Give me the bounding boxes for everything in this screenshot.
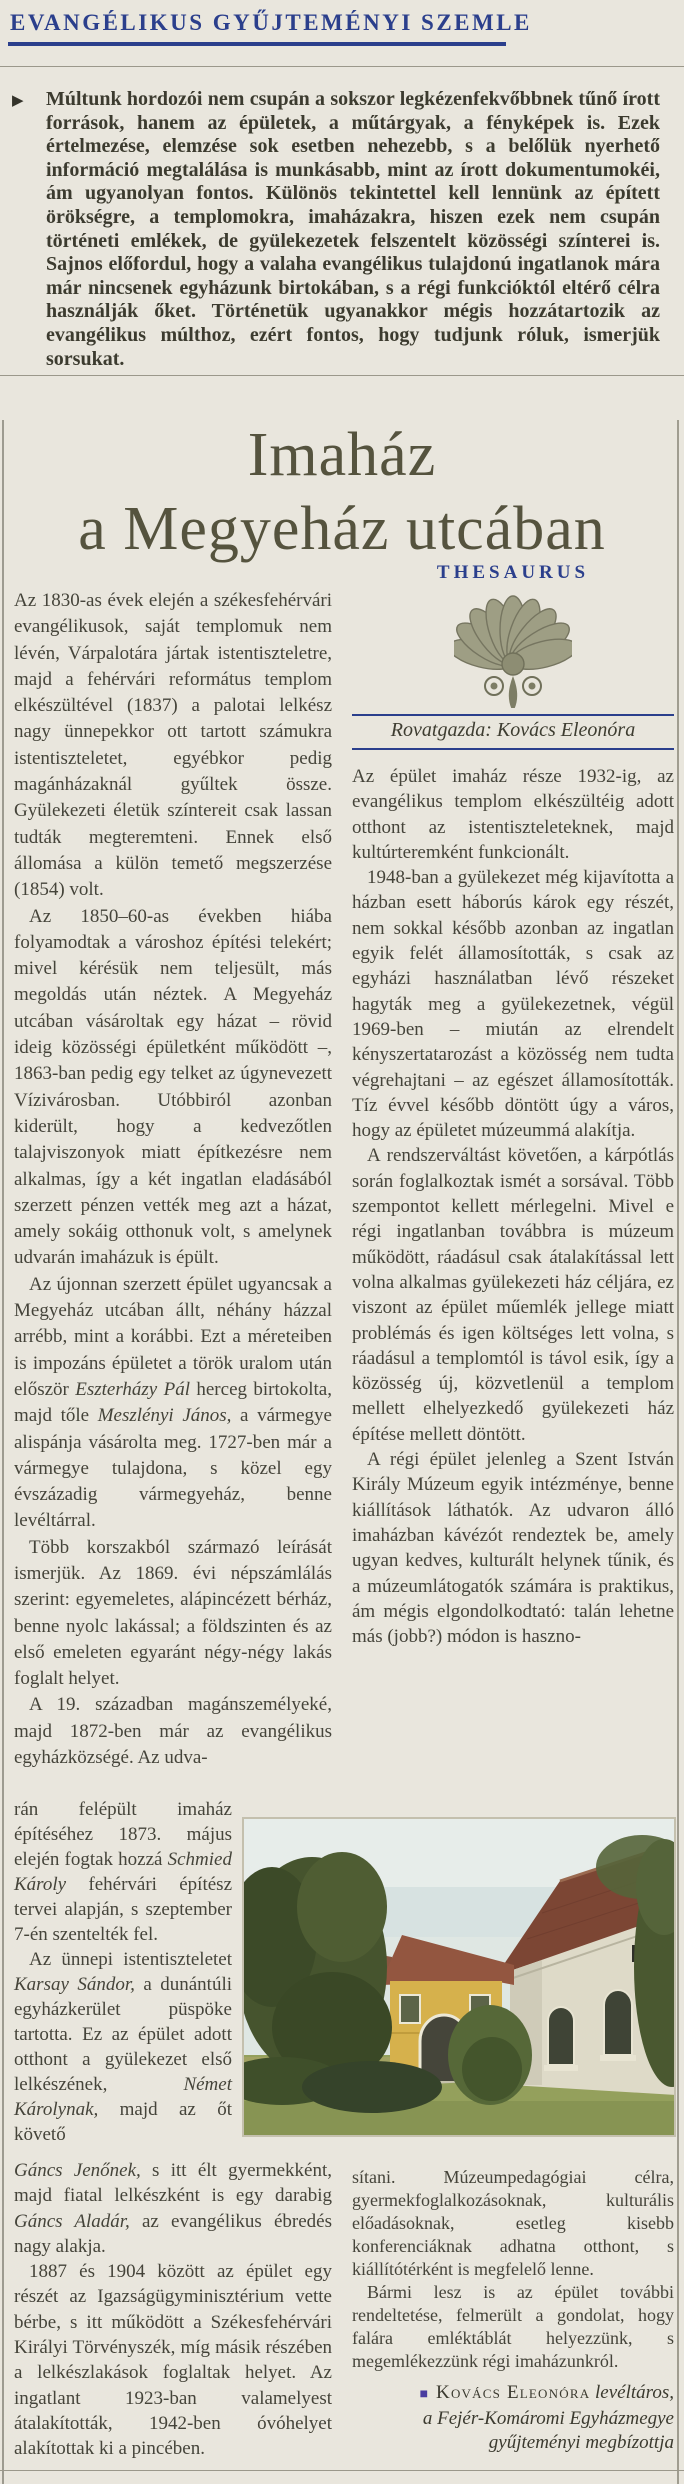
right-column-text-bottom (352, 2166, 674, 2373)
courtyard-photo-illustration (242, 1817, 676, 2137)
article-title-line2: a Megyeház utcában (78, 495, 606, 563)
thesaurus-heading: THESAURUS (436, 562, 590, 583)
thesaurus-rule-bottom (352, 748, 674, 750)
article-title (0, 418, 684, 566)
lead-text: Múltunk hordozói nem csupán a sokszor legkézenfekvőbbnek tűnő írott források, hanem az épületek, a műtárgyak, a fényképek is. Ezek értelmezése, elemzése sok esetben nehezebb, s a belőlük nyerhető információ megtalálása is munkásabb, mint az írott dokumentumokéi, ám ugyanolyan fontos. Különös tekintettel kell lennünk az épített örökségre, a templomokra, imaházakra, hiszen ezek nem csupán történeti emlékek, de gyülekezetek felszentelt közösségi színterei is. Sajnos előfordul, hogy a valaha evangélikus tulajdonú ingatlanok mára már nincsenek egyházunk birtokában, s a régi funkcióktól eltérő célra használják őket. Történetük ugyanakkor mégis hozzátartozik az evangélikus múlthoz, ezért fontos, hogy tudjunk róluk, ismerjük sorsukat. (46, 88, 660, 370)
masthead-underline (8, 42, 506, 46)
left-column-text-beside-photo (14, 1797, 232, 2147)
byline-author: Kovács Eleonóra (436, 2382, 591, 2403)
lead-paragraph (10, 88, 664, 371)
divider-rule-bottom (0, 2470, 684, 2471)
paragraph: Az ünnepi istentiszteletet Karsay Sándor, a dunántúli egyházkerület püspöke tartotta. Ez az épület adott otthont a gyülekezet első lelkészének, Német Károlynak, majd az őt követő (14, 1949, 232, 2145)
right-column-text-top (352, 764, 674, 1649)
section-masthead: EVANGÉLIKUS GYŰJTEMÉNYI SZEMLE (10, 10, 532, 35)
left-column-text-bottom (14, 2158, 332, 2462)
right-column-bottom (352, 2166, 674, 2455)
article-photo-courtyard (242, 1817, 676, 2137)
paragraph: rán felépült imaház építéséhez 1873. május elején fogtak hozzá Schmied Károly fehérvári építész tervei alapján, s szeptember 7-én szentelték fel. (14, 1799, 232, 1945)
page-edge-shadow-left (2, 420, 4, 2484)
divider-rule-above-title (0, 375, 684, 376)
square-bullet-icon: ■ (419, 2387, 429, 2402)
arrow-bullet-icon: ▶ (12, 93, 24, 109)
byline-organization-line1: a Fejér-Komáromi Egyházmegye (422, 2408, 674, 2429)
right-column-top (352, 560, 674, 1649)
divider-rule-top (0, 66, 684, 67)
paragraph: Bármi lesz is az épület további rendeltetése, felmerült a gondolat, hogy falára emléktáblát helyezzünk, s megemlékezzünk régi imaházunkról. (352, 2282, 674, 2371)
paragraph: Az 1830-as évek elején a székesfehérvári evangélikusok, saját templomuk nem lévén, Várpalotára jártak istentiszteletre, majd a fehérvári református templom elkészültével (1837) a palotai lelkész nagy ünnepekkor ott tartott számukra istentiszteletet, egyébkor pedig magánházaknál gyűltek össze. Gyülekezeti életük színtereit csak lassan tudták megteremteni. Ennek első állomása a külön temető megszerzése (1854) volt. (14, 590, 332, 901)
article-title-line1: Imaház (247, 421, 437, 489)
thesaurus-box (352, 562, 674, 750)
byline (352, 2381, 674, 2455)
column-editor-line: Rovatgazda: Kovács Eleonóra (390, 719, 636, 741)
paragraph: A 19. században magánszemélyeké, majd 1872-ben már az evangélikus egyházközségé. Az udva- (14, 1694, 332, 1769)
scallop-shell-ornament-icon (454, 590, 572, 708)
paragraph: Az épület imaház része 1932-ig, az evangélikus templom elkészültéig adott otthont az istentiszteleteknek, majd kultúrteremként funkcionált. (352, 766, 674, 863)
byline-role: levéltáros, (590, 2382, 674, 2403)
column-rule-right (677, 420, 679, 2484)
paragraph: sítani. Múzeumpedagógiai célra, gyermekfoglalkozásoknak, kulturális előadásoknak, esetleg kisebb konferenciáknak adhatna otthont, s kiállítótérként is megfelelő lenne. (352, 2167, 674, 2279)
paragraph: Több korszakból származó leírását ismerjük. Az 1869. évi népszámlálás szerint: egyemeletes, alápincézett bérház, benne nyolc lakással; a földszinten és az első emeleten egyaránt négy-négy lakás foglalt helyet. (14, 1536, 332, 1690)
paragraph: A régi épület jelenleg a Szent István Király Múzeum egyik intézménye, benne kiállítások láthatók. Az udvaron álló imaházban kávézót rendeztek be, amely ugyan kedves, kulturált helynek tűnik, és a múzeumlátogatók számára is praktikus, ám mégis elgondolkodtató: talán lehetne más (jobb?) módon is haszno- (352, 1449, 674, 1648)
paragraph: Gáncs Jenőnek, s itt élt gyermekként, majd fiatal lelkészként is egy darabig Gáncs Aladár, az evangélikus ébredés nagy alakja. (14, 2160, 333, 2257)
byline-organization-line2: gyűjteményi megbízottja (488, 2432, 674, 2453)
paragraph: 1887 és 1904 között az épület egy részét az Igazságügyminisztérium vette bérbe, s itt működött a Székesfehérvári Királyi Törvényszék, míg másik részében a lelkészlakások foglaltak helyet. Az ingatlant 1923-ban valamelyest átalakították, 1942-ben óvóhelyet alakítottak ki a pincében. (14, 2261, 332, 2460)
thesaurus-rule-top (352, 714, 674, 716)
left-column-text-top (14, 588, 332, 1771)
paragraph: 1948-ban a gyülekezet még kijavította a házban esett háborús károk egy részét, nem sokkal később azonban az ingatlan egyik felét államosították, s csak az egyházi használatban lévő részeket hagyták meg a gyülekezetnek, végül 1969-ben – miután az elrendelt kényszertatarozást a közösség nem tudta végrehajtani – az egészet államosították. Tíz évvel később döntött úgy a város, hogy az épületet múzeummá alakítja. (352, 867, 674, 1142)
paragraph: Az újonnan szerzett épület ugyancsak a Megyeház utcában állt, néhány házzal arrébb, mint a korábbi. Ezt a méreteiben is impozáns épületet a török uralom után először Eszterházy Pál herceg birtokolta, majd tőle Meszlényi János, a vármegye alispánja vásárolta meg. 1727-ben már a vármegye tulajdona, s közel egy évszázadig vármegyeház, benne levéltárral. (14, 1273, 332, 1532)
paragraph: Az 1850–60-as években hiába folyamodtak a városhoz építési telekért; mivel kérésük nem teljesült, más megoldás után néztek. A Megyeház utcában vásároltak egy házat – rövid ideig közösségi épületként működött –, 1863-ban pedig egy telket az úgynevezett Vízivárosban. Utóbbiról azonban kiderült, hogy a kedvezőtlen talajviszonyok miatt építkezésre nem alkalmas, így a két ingatlan eladásából szerzett pénzen vették meg azt a házat, amely sokáig otthonuk volt, s amelynek udvarán imaházuk is épült. (14, 905, 332, 1269)
paragraph: A rendszerváltást követően, a kárpótlás során foglalkoztak ismét a sorsával. Több szempontot kellett mérlegelni. Mivel e régi ingatlanban továbbra is múzeum működött, ráadásul csak átalakítással lett volna alkalmas gyülekezeti ház céljára, ez viszont az épület műemlék jellege miatt problémás és igen költséges lett volna, s ráadásul a templomtól is távol esik, így a közösség új, közvetlenül a templom mellett elhelyezkedő gyülekezeti ház építése mellett döntött. (352, 1145, 674, 1445)
byline-line1 (352, 2381, 674, 2407)
